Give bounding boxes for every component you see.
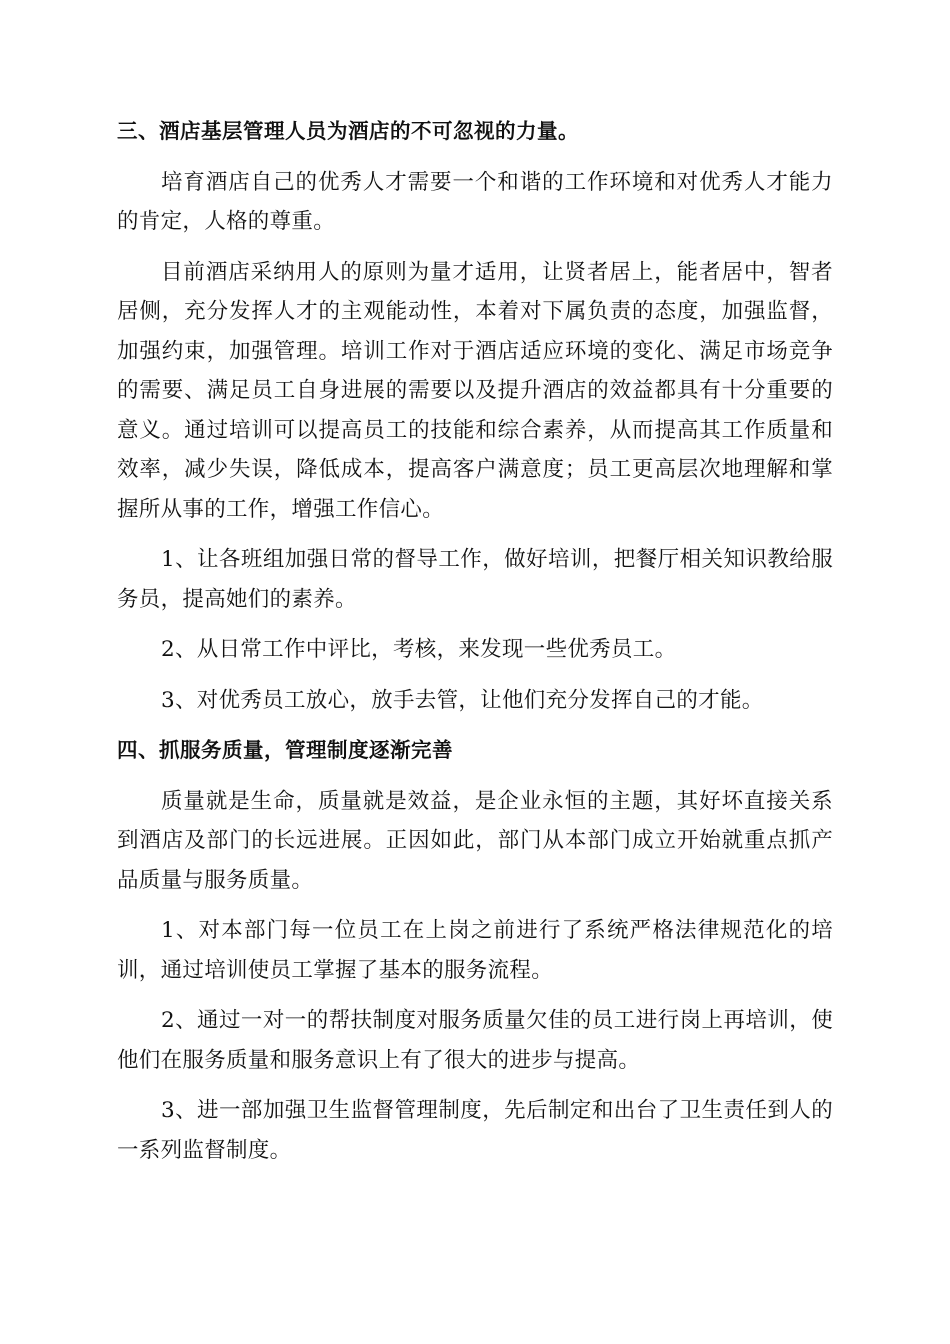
paragraph: 质量就是生命，质量就是效益，是企业永恒的主题，其好坏直接关系到酒店及部门的长远进展。正因如此，部门从本部门成立开始就重点抓产品质量与服务质量。 <box>117 788 833 893</box>
list-item-paragraph: 2、通过一对一的帮扶制度对服务质量欠佳的员工进行岗上再培训，使他们在服务质量和服务意识上有了很大的进步与提高。 <box>117 1008 833 1073</box>
list-item-paragraph: 1、让各班组加强日常的督导工作，做好培训，把餐厅相关知识教给服务员，提高她们的素养。 <box>117 547 833 612</box>
document-body <box>117 112 833 1181</box>
list-item-paragraph: 1、对本部门每一位员工在上岗之前进行了系统严格法律规范化的培训，通过培训使员工掌握了基本的服务流程。 <box>117 918 833 983</box>
paragraph: 培育酒店自己的优秀人才需要一个和谐的工作环境和对优秀人才能力的肯定，人格的尊重。 <box>117 169 833 234</box>
list-item-paragraph: 3、对优秀员工放心，放手去管，让他们充分发挥自己的才能。 <box>161 687 764 713</box>
section-heading-4: 四、抓服务质量，管理制度逐渐完善 <box>117 738 453 762</box>
section-heading-3: 三、酒店基层管理人员为酒店的不可忽视的力量。 <box>117 119 579 143</box>
paragraph: 目前酒店采纳用人的原则为量才适用，让贤者居上，能者居中，智者居侧，充分发挥人才的主观能动性，本着对下属负责的态度，加强监督，加强约束，加强管理。培训工作对于酒店适应环境的变化、满足市场竞争的需要、满足员工自身进展的需要以及提升酒店的效益都具有十分重要的意义。通过培训可以提高员工的技能和综合素养，从而提高其工作质量和效率，减少失误，降低成本，提高客户满意度；员工更高层次地理解和掌握所从事的工作，增强工作信心。 <box>117 259 833 522</box>
list-item-paragraph: 3、进一部加强卫生监督管理制度，先后制定和出台了卫生责任到人的一系列监督制度。 <box>117 1098 833 1163</box>
list-item-paragraph: 2、从日常工作中评比，考核，来发现一些优秀员工。 <box>161 637 677 662</box>
